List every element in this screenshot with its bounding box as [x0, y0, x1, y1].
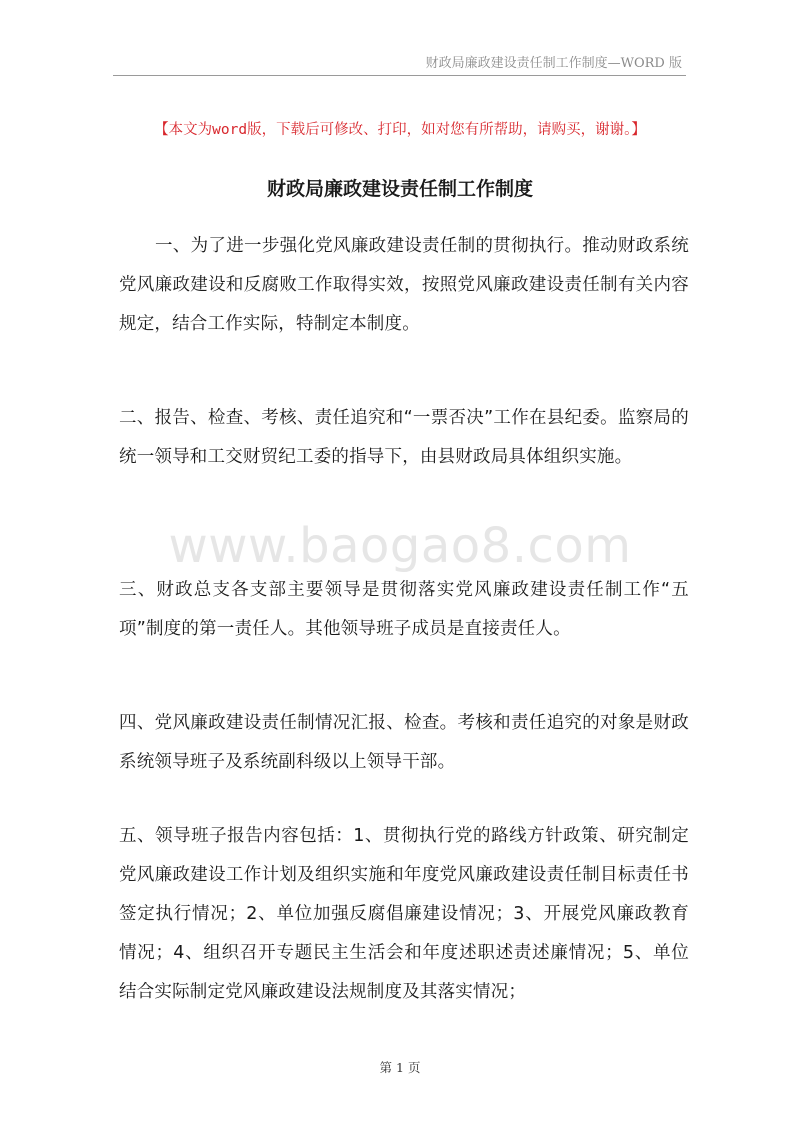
paragraph-4: 四、党风廉政建设责任制情况汇报、检查。考核和责任追究的对象是财政系统领导班子及系统副科级以上领导干部。 [119, 713, 689, 772]
header-divider [113, 75, 686, 76]
page-number: 第 1 页 [379, 1060, 421, 1075]
running-header-title: 财政局廉政建设责任制工作制度—WORD 版 [425, 56, 682, 71]
document-title: 财政局廉政建设责任制工作制度 [266, 178, 533, 200]
paragraph-2: 二、报告、检查、考核、责任追究和“一票否决”工作在县纪委。监察局的统一领导和工交财贸纪工委的指导下，由县财政局具体组织实施。 [119, 408, 689, 467]
paragraph-5: 五、领导班子报告内容包括：1、贯彻执行党的路线方针政策、研究制定党风廉政建设工作计划及组织实施和年度党风廉政建设责任制目标责任书签定执行情况；2、单位加强反腐倡廉建设情况；3、开展党风廉政教育情况；4、组织召开专题民主生活会和年度述职述责述廉情况；5、单位结合实际制定党风廉政建设法规制度及其落实情况； [119, 826, 689, 1002]
watermark: www.baogao8.com [168, 518, 632, 574]
paragraph-1: 一、为了进一步强化党风廉政建设责任制的贯彻执行。推动财政系统党风廉政建设和反腐败工作取得实效，按照党风廉政建设责任制有关内容规定，结合工作实际，特制定本制度。 [119, 236, 689, 334]
download-notice: 【本文为word版，下载后可修改、打印，如对您有所帮助，请购买，谢谢。】 [154, 122, 646, 138]
paragraph-3: 三、财政总支各支部主要领导是贯彻落实党风廉政建设责任制工作“五项”制度的第一责任人。其他领导班子成员是直接责任人。 [119, 580, 689, 639]
